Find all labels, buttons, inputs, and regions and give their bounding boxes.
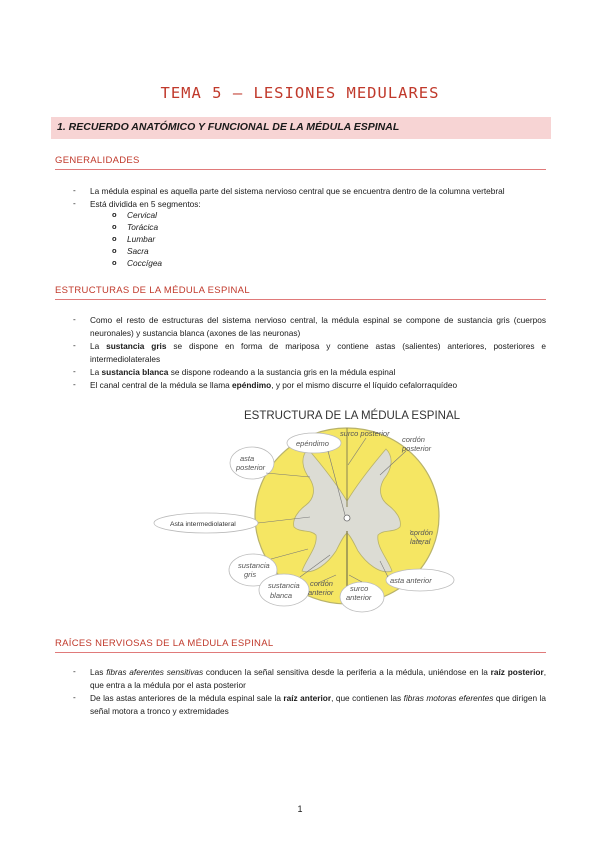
label-cordon-lateral-1: cordón xyxy=(410,528,433,537)
raices-item-1: Las fibras aferentes sensitivas conducen la señal sensitiva desde la periferia a la médula, uniéndose en la raíz posterior, que entra a la médula por el asta posterior xyxy=(90,667,547,690)
section-heading-1 xyxy=(51,117,551,139)
label-cordon-lateral-2: lateral xyxy=(410,537,431,546)
label-asta-posterior-2: posterior xyxy=(236,463,266,472)
label-ependimo: epéndimo xyxy=(296,439,329,448)
label-sustancia-blanca-2: blanca xyxy=(270,591,293,600)
estructuras-item-1: Como el resto de estructuras del sistema nervioso central, la médula espinal se compone de sustancia gris (cuerpos neuronales) y sustancia blanca (axones de las neuronas) xyxy=(90,315,546,338)
label-asta-intermediolateral: Asta intermediolateral xyxy=(170,521,236,528)
figure-title: ESTRUCTURA DE LA MÉDULA ESPINAL xyxy=(244,410,460,422)
label-surco-anterior-1: surco xyxy=(350,584,369,593)
bullet: - xyxy=(73,314,76,324)
term-raiz-anterior: raíz anterior xyxy=(283,693,332,703)
bullet: - xyxy=(73,340,76,350)
estructuras-item-4: El canal central de la médula se llama epéndimo, y por el mismo discurre el líquido cefalorraquídeo xyxy=(90,380,458,390)
estructuras-item-2: La sustancia gris se dispone en forma de mariposa y contiene astas (salientes) anteriores, posteriores e intermediolaterales xyxy=(90,341,546,364)
estructuras-item-3: La sustancia blanca se dispone rodeando a la sustancia gris en la médula espinal xyxy=(90,367,396,377)
label-cordon-posterior-2: posterior xyxy=(402,444,432,453)
heading-raices: RAÍCES NERVIOSAS DE LA MÉDULA ESPINAL xyxy=(55,638,546,653)
term-sustancia-gris: sustancia gris xyxy=(106,341,167,351)
term-fibras-aferentes: fibras aferentes sensitivas xyxy=(106,667,204,677)
label-bubble-sustancia-blanca xyxy=(259,574,309,606)
spinal-cord-figure xyxy=(140,405,460,615)
label-cordon-posterior-1: cordón xyxy=(402,435,425,444)
sub-bullet: o xyxy=(112,258,117,267)
bullet: - xyxy=(73,692,76,702)
label-surco-anterior-2: anterior xyxy=(346,593,372,602)
label-surco-posterior: surco posterior xyxy=(340,429,390,438)
label-sustancia-gris-2: gris xyxy=(244,570,257,579)
segment-coccigea: Coccígea xyxy=(127,258,163,268)
segment-toracica: Torácica xyxy=(127,222,159,232)
bullet: - xyxy=(73,366,76,376)
segment-sacra: Sacra xyxy=(127,246,149,256)
central-canal xyxy=(344,515,350,521)
label-cordon-anterior-2: anterior xyxy=(308,588,334,597)
label-asta-posterior-1: asta xyxy=(240,454,255,463)
page-title: TEMA 5 – LESIONES MEDULARES xyxy=(160,84,440,102)
segment-lumbar: Lumbar xyxy=(127,234,156,244)
sub-bullet: o xyxy=(112,246,117,255)
term-raiz-posterior: raíz posterior xyxy=(490,667,544,677)
heading-generalidades: GENERALIDADES xyxy=(55,155,546,170)
heading-estructuras: ESTRUCTURAS DE LA MÉDULA ESPINAL xyxy=(55,285,546,300)
label-sustancia-blanca-1: sustancia xyxy=(268,581,300,590)
sub-bullet: o xyxy=(112,222,117,231)
page-number: 1 xyxy=(297,804,303,814)
sub-bullet: o xyxy=(112,234,117,243)
bullet: - xyxy=(73,666,76,676)
term-ependimo: epéndimo xyxy=(232,380,272,390)
sub-bullet: o xyxy=(112,210,117,219)
label-asta-anterior: asta anterior xyxy=(390,576,432,585)
generalidades-item-2: Está dividida en 5 segmentos: xyxy=(90,199,201,209)
term-fibras-motoras: fibras motoras eferentes xyxy=(403,693,494,703)
raices-item-2: De las astas anteriores de la médula espinal sale la raíz anterior, que contienen las fibras motoras eferentes que dirigen la señal motora a tronco y extremidades xyxy=(90,693,547,716)
segment-cervical: Cervical xyxy=(127,210,157,220)
label-cordon-anterior-1: cordón xyxy=(310,579,333,588)
bullet: - xyxy=(73,185,76,195)
generalidades-item-1: La médula espinal es aquella parte del sistema nervioso central que se encuentra dentro de la columna vertebral xyxy=(90,186,505,196)
label-sustancia-gris-1: sustancia xyxy=(238,561,270,570)
bullet: - xyxy=(73,379,76,389)
term-sustancia-blanca: sustancia blanca xyxy=(101,367,169,377)
bullet: - xyxy=(73,198,76,208)
section-heading-1-text: 1. RECUERDO ANATÓMICO Y FUNCIONAL DE LA MÉDULA ESPINAL xyxy=(57,121,400,133)
